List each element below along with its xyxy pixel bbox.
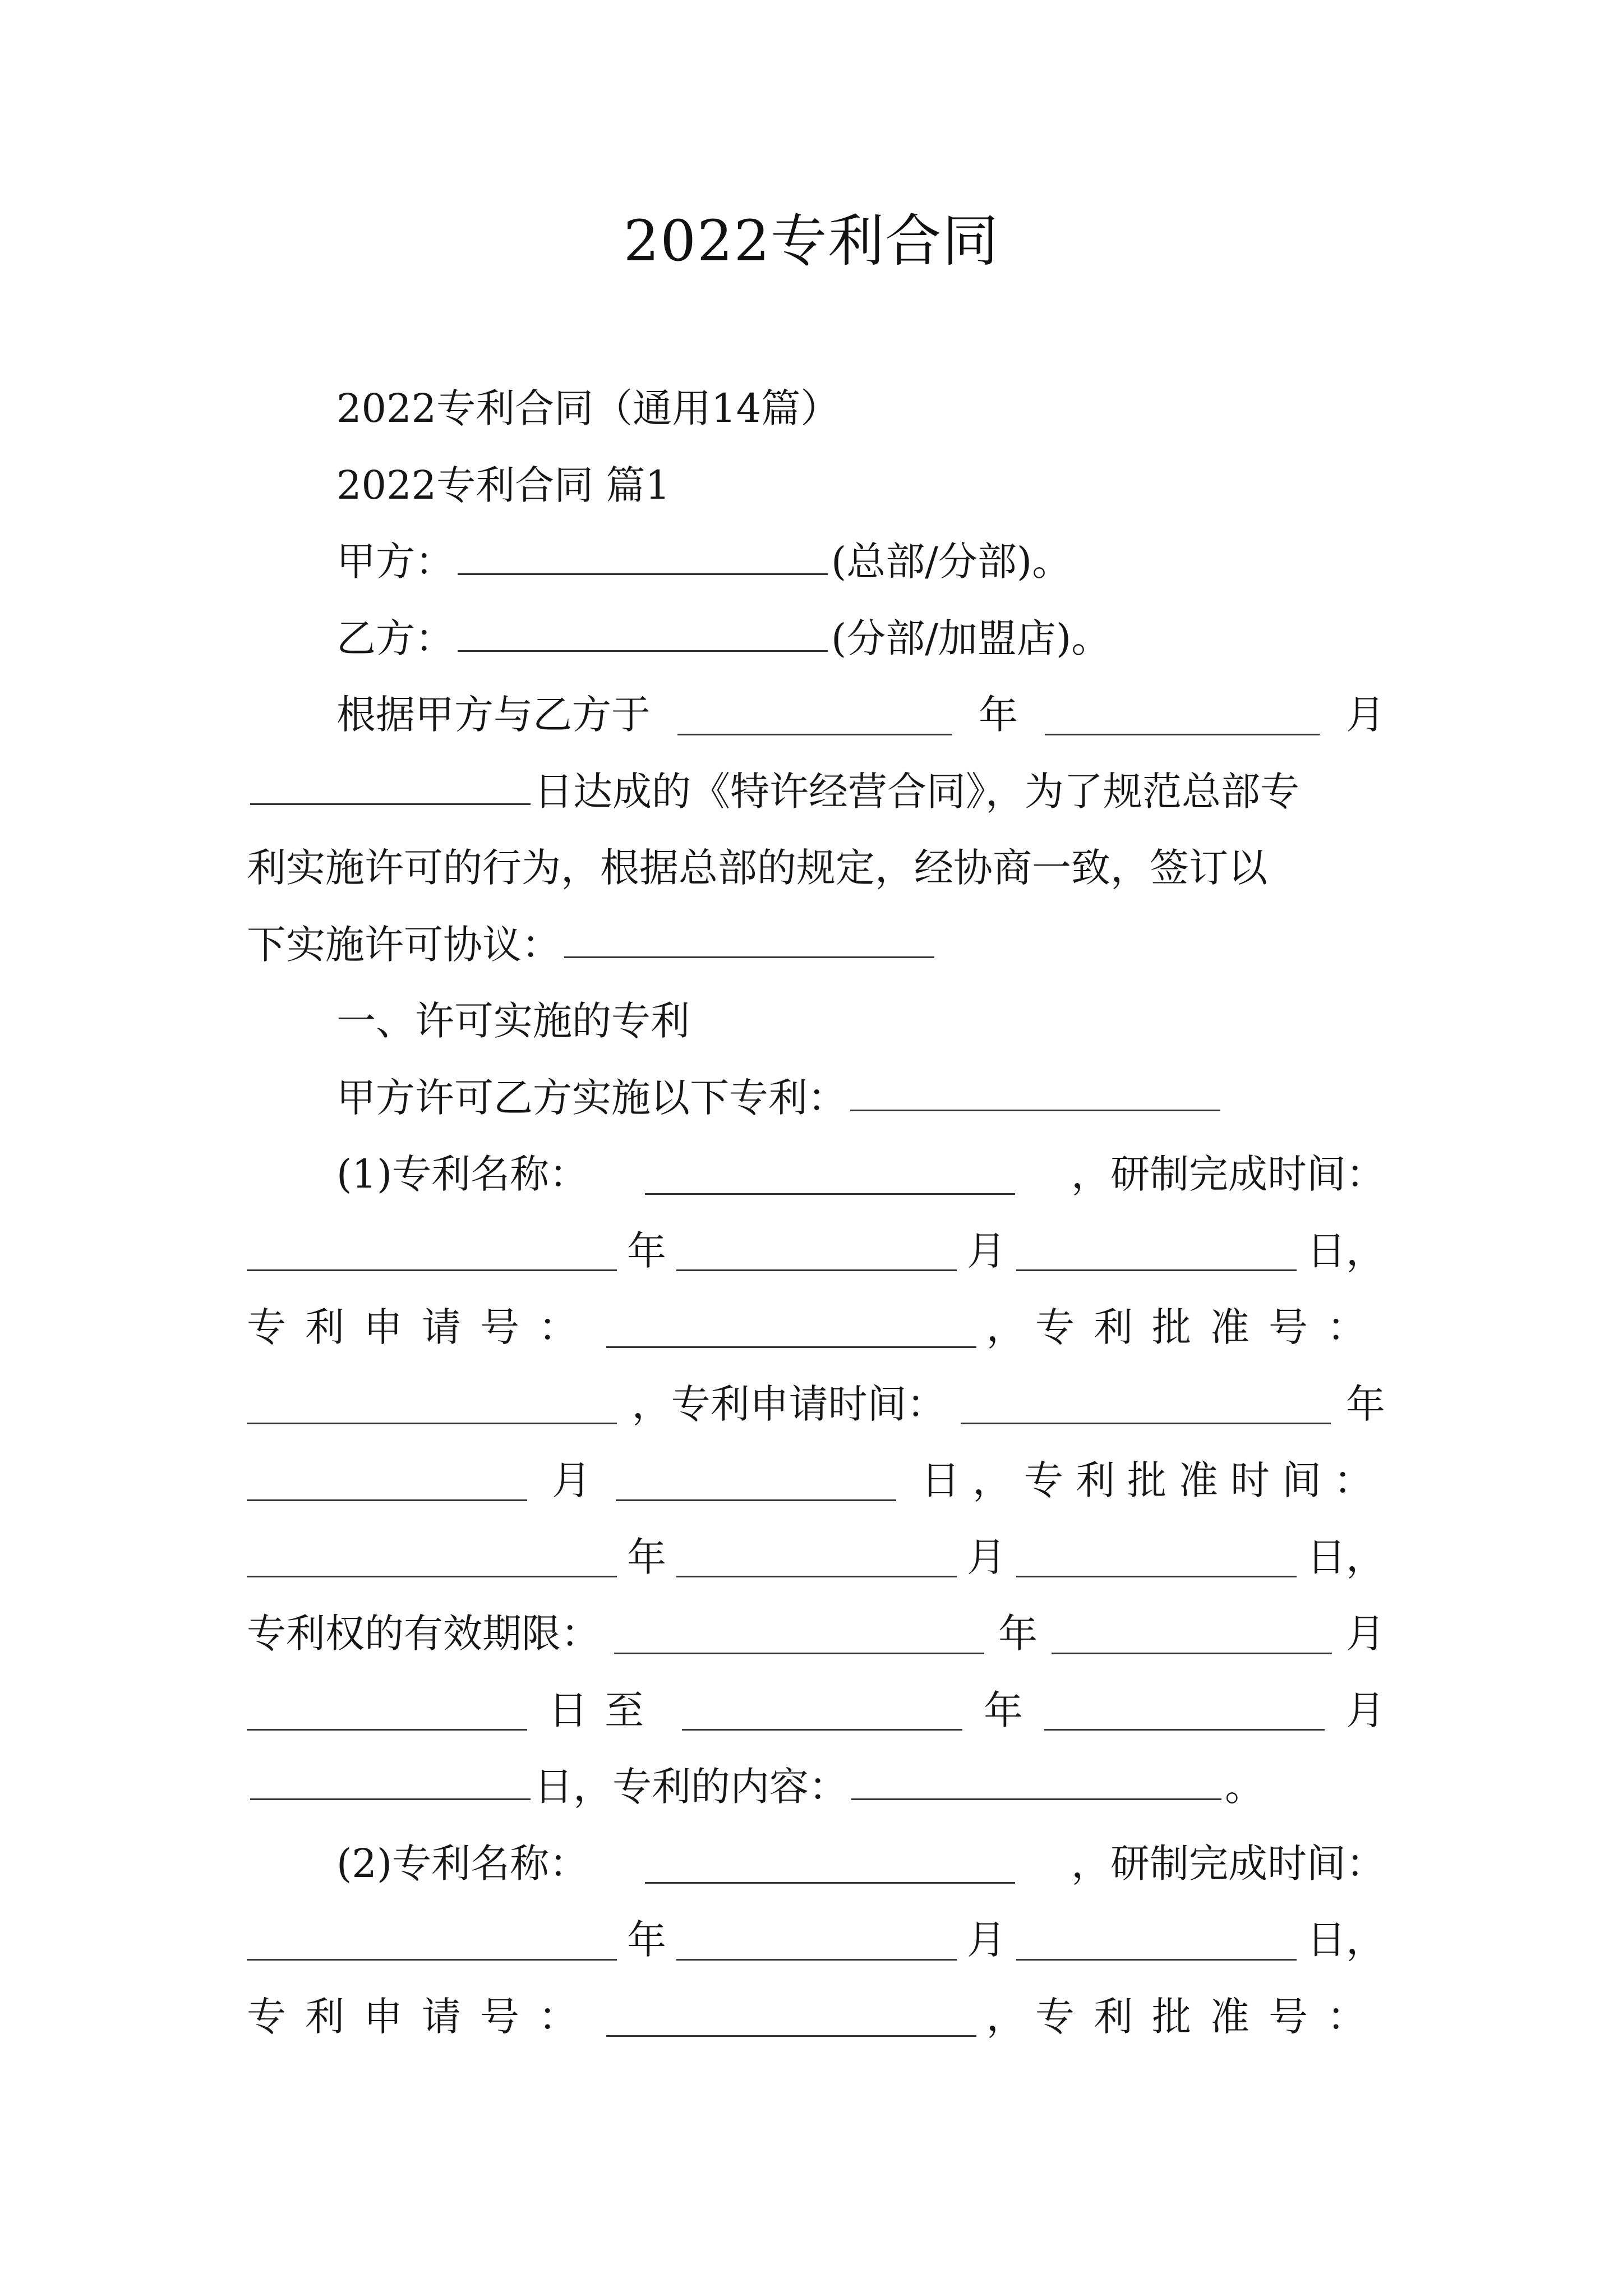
- patent1-apptime-line: [247, 1366, 1385, 1443]
- month-label: 月: [967, 1534, 1006, 1580]
- blank-field[interactable]: [682, 1690, 962, 1731]
- blank-field[interactable]: [961, 1383, 1331, 1424]
- year-label: 年: [627, 1917, 666, 1963]
- app-no-label: 专利申请号：: [247, 1993, 597, 2040]
- subtitle: 2022专利合同（通用14篇）: [336, 385, 840, 431]
- patent2-appno-line: [247, 1978, 1385, 2055]
- comma: ，: [986, 1304, 1026, 1350]
- patent1-content-line: [247, 1749, 1385, 1825]
- party-a-label: 甲方：: [336, 539, 454, 585]
- month-label: 月: [1346, 1611, 1385, 1657]
- blank-field[interactable]: [247, 1383, 617, 1424]
- comma: ，: [986, 1993, 1026, 2040]
- blank-field[interactable]: [850, 1070, 1220, 1111]
- month-label: 月: [1346, 1687, 1385, 1733]
- clause1-text: 甲方许可乙方实施以下专利：: [336, 1074, 847, 1121]
- party-b-suffix: (分部/加盟店)。: [831, 615, 1111, 661]
- dev-time-label: ，研制完成时间：: [1071, 1151, 1385, 1197]
- blank-field[interactable]: [616, 1460, 896, 1501]
- blank-field[interactable]: [606, 1996, 976, 2037]
- blank-field[interactable]: [677, 694, 952, 735]
- blank-field[interactable]: [1016, 1230, 1297, 1271]
- app-no-label: 专利申请号：: [247, 1304, 597, 1350]
- patent1-granttime-line: [247, 1442, 1385, 1519]
- day-to-label: 日至: [548, 1687, 661, 1733]
- section-heading: 2022专利合同 篇1: [336, 462, 670, 508]
- year-label: 年: [1345, 1381, 1385, 1427]
- intro-line-1: [247, 677, 1385, 753]
- blank-field[interactable]: [676, 1536, 957, 1577]
- blank-field[interactable]: [250, 1759, 531, 1800]
- patent2-dev-date-line: [247, 1902, 1385, 1978]
- blank-field[interactable]: [676, 1230, 957, 1271]
- grant-no-label: 专利批准号：: [1035, 1993, 1385, 2040]
- blank-field[interactable]: [645, 1843, 1015, 1884]
- blank-field[interactable]: [676, 1920, 957, 1961]
- patent1-validity-end-line: [247, 1672, 1385, 1749]
- grant-time-label: 日，专利批准时间：: [921, 1457, 1385, 1503]
- blank-field[interactable]: [250, 764, 531, 805]
- year-label: 年: [998, 1611, 1038, 1657]
- period: 。: [1225, 1764, 1264, 1810]
- party-b-label: 乙方：: [336, 615, 454, 661]
- blank-field[interactable]: [1044, 1690, 1325, 1731]
- intro-year: 年: [979, 692, 1018, 738]
- intro-part1: 根据甲方与乙方于: [336, 692, 651, 738]
- blank-field[interactable]: [614, 1613, 984, 1654]
- blank-field[interactable]: [1052, 1613, 1332, 1654]
- document-title: 2022专利合同: [623, 208, 1000, 274]
- month-label: 月: [552, 1457, 591, 1503]
- blank-field[interactable]: [247, 1920, 617, 1961]
- blank-field[interactable]: [458, 611, 828, 652]
- blank-field[interactable]: [1045, 694, 1320, 735]
- patent1-name-line: [247, 1136, 1385, 1213]
- blank-field[interactable]: [247, 1690, 527, 1731]
- document-body: [247, 370, 1385, 2055]
- patent2-label: (2)专利名称：: [336, 1840, 589, 1887]
- blank-field[interactable]: [247, 1230, 617, 1271]
- patent1-appno-line: [247, 1289, 1385, 1366]
- intro-part2: 日达成的《特许经营合同》，为了规范总部专: [534, 768, 1299, 815]
- patent1-validity-line: [247, 1595, 1385, 1672]
- month-label: 月: [967, 1227, 1006, 1274]
- day-label: 日，: [1307, 1917, 1385, 1963]
- month-label: 月: [967, 1917, 1006, 1963]
- validity-label: 专利权的有效期限：: [247, 1611, 600, 1657]
- intro-month: 月: [1346, 692, 1385, 738]
- blank-field[interactable]: [1016, 1536, 1297, 1577]
- intro-line-2: [247, 753, 1385, 830]
- party-a-suffix: (总部/分部)。: [831, 539, 1072, 585]
- content-label: 日，专利的内容：: [534, 1764, 848, 1810]
- patent1-grant-date-line: [247, 1519, 1385, 1596]
- day-label: 日，: [1307, 1227, 1385, 1274]
- blank-field[interactable]: [851, 1759, 1221, 1800]
- intro-part4: 下实施许可协议：: [247, 921, 561, 968]
- app-time-label: ，专利申请时间：: [631, 1381, 946, 1427]
- year-label: 年: [627, 1227, 666, 1274]
- year-label: 年: [627, 1534, 666, 1580]
- blank-field[interactable]: [1016, 1920, 1297, 1961]
- party-a-line: [247, 523, 1385, 600]
- blank-field[interactable]: [247, 1536, 617, 1577]
- blank-field[interactable]: [458, 534, 828, 575]
- patent1-dev-date-line: [247, 1213, 1385, 1290]
- grant-no-label: 专利批准号：: [1035, 1304, 1385, 1350]
- party-b-line: [247, 600, 1385, 677]
- day-label: 日，: [1307, 1534, 1385, 1580]
- dev-time-label: ，研制完成时间：: [1071, 1840, 1385, 1887]
- blank-field[interactable]: [606, 1307, 976, 1348]
- intro-line-3: 利实施许可的行为，根据总部的规定，经协商一致，签订以: [247, 845, 1267, 891]
- blank-field[interactable]: [247, 1460, 527, 1501]
- year-label: 年: [984, 1687, 1023, 1733]
- intro-line-4: [247, 907, 1385, 983]
- clause1-heading: 一、许可实施的专利: [336, 998, 690, 1044]
- patent2-name-line: [247, 1825, 1385, 1902]
- patent1-label: (1)专利名称：: [336, 1151, 589, 1197]
- clause1-text-line: [247, 1060, 1385, 1137]
- blank-field[interactable]: [645, 1154, 1015, 1195]
- blank-field[interactable]: [564, 917, 934, 958]
